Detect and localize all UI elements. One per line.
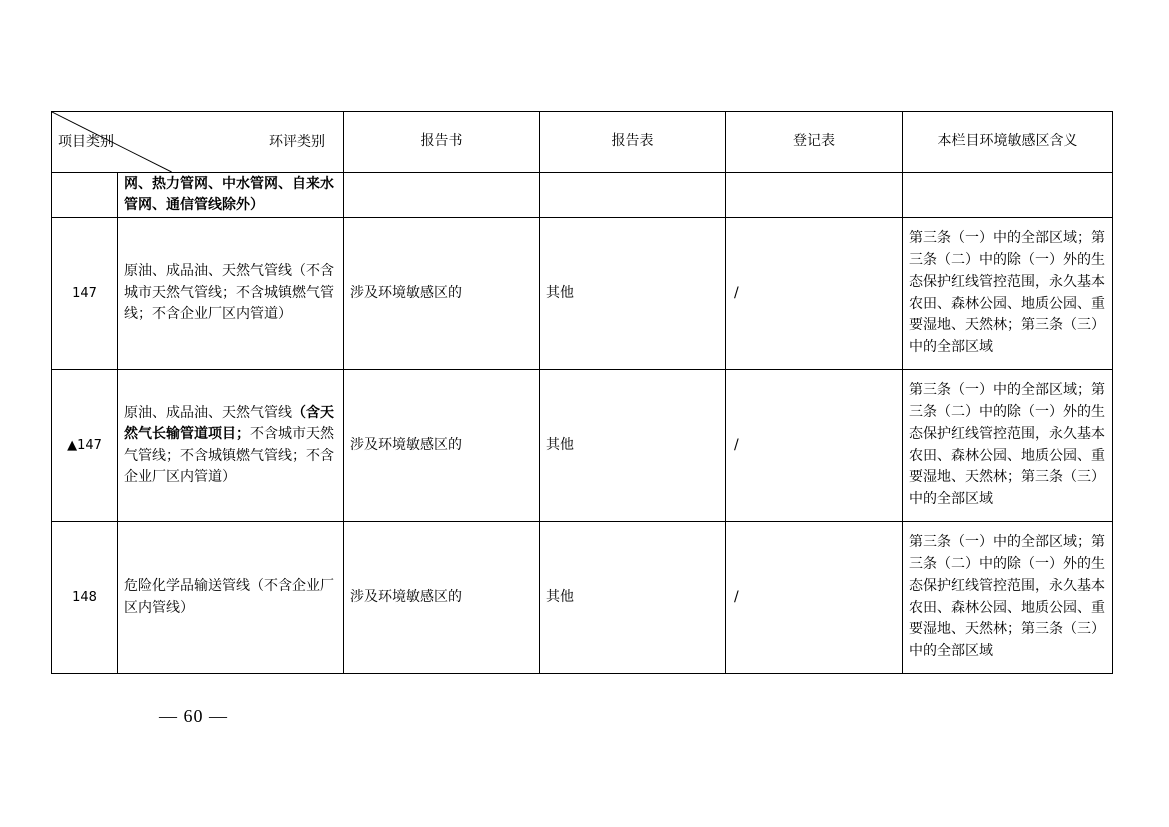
row-report-form: 其他 xyxy=(540,522,726,674)
row-number: 148 xyxy=(52,522,118,674)
continuation-empty-cell xyxy=(903,173,1113,218)
header-report-form: 报告表 xyxy=(540,112,726,173)
row-name-text: 危险化学品输送管线（不含企业厂区内管线） xyxy=(124,578,334,616)
row-registration-form: / xyxy=(726,218,903,370)
row-name-text: 原油、成品油、天然气管线（不含城市天然气管线；不含城镇燃气管线；不含企业厂区内管道） xyxy=(124,263,334,323)
table-header-row xyxy=(52,112,1113,173)
page-number: — 60 — xyxy=(159,706,228,726)
header-sensitive-area-meaning: 本栏目环境敏感区含义 xyxy=(903,112,1113,173)
row-name-bold-text: （含天然气长输管道项目； xyxy=(124,404,334,442)
row-project-name xyxy=(118,218,344,370)
row-sensitive-area-meaning: 第三条（一）中的全部区域；第三条（二）中的除（一）外的生态保护红线管控范围，永久基本农田、森林公园、地质公园、重要湿地、天然林；第三条（三）中的全部区域 xyxy=(903,522,1113,674)
row-registration-form: / xyxy=(726,370,903,522)
row-report-form: 其他 xyxy=(540,218,726,370)
diagonal-header-cell xyxy=(52,112,344,173)
header-eia-category: 环评类别 xyxy=(269,134,325,150)
row-report-book: 涉及环境敏感区的 xyxy=(344,370,540,522)
row-project-name xyxy=(118,370,344,522)
continuation-empty-cell xyxy=(540,173,726,218)
row-number: 147 xyxy=(52,218,118,370)
continuation-text: 网、热力管网、中水管网、自来水管网、通信管线除外） xyxy=(118,173,344,218)
table-row xyxy=(52,370,1113,522)
row-report-book: 涉及环境敏感区的 xyxy=(344,218,540,370)
row-name-text-cont: 不含城市天然气管线；不含城镇燃气管线；不含企业厂区内管道） xyxy=(124,426,334,485)
header-registration-form: 登记表 xyxy=(726,112,903,173)
row-sensitive-area-meaning: 第三条（一）中的全部区域；第三条（二）中的除（一）外的生态保护红线管控范围，永久基本农田、森林公园、地质公园、重要湿地、天然林；第三条（三）中的全部区域 xyxy=(903,370,1113,522)
continuation-number-cell xyxy=(52,173,118,218)
row-registration-form: / xyxy=(726,522,903,674)
continuation-empty-cell xyxy=(344,173,540,218)
header-project-category: 项目类别 xyxy=(58,134,114,150)
row-report-book: 涉及环境敏感区的 xyxy=(344,522,540,674)
header-report-book: 报告书 xyxy=(344,112,540,173)
row-sensitive-area-meaning: 第三条（一）中的全部区域；第三条（二）中的除（一）外的生态保护红线管控范围，永久基本农田、森林公园、地质公园、重要湿地、天然林；第三条（三）中的全部区域 xyxy=(903,218,1113,370)
continuation-empty-cell xyxy=(726,173,903,218)
eia-classification-table xyxy=(51,111,1113,674)
row-project-name xyxy=(118,522,344,674)
row-report-form: 其他 xyxy=(540,370,726,522)
table-row xyxy=(52,218,1113,370)
row-name-text: 原油、成品油、天然气管线 xyxy=(124,404,292,421)
continuation-row xyxy=(52,173,1113,218)
table-row xyxy=(52,522,1113,674)
row-number: ▲147 xyxy=(52,370,118,522)
